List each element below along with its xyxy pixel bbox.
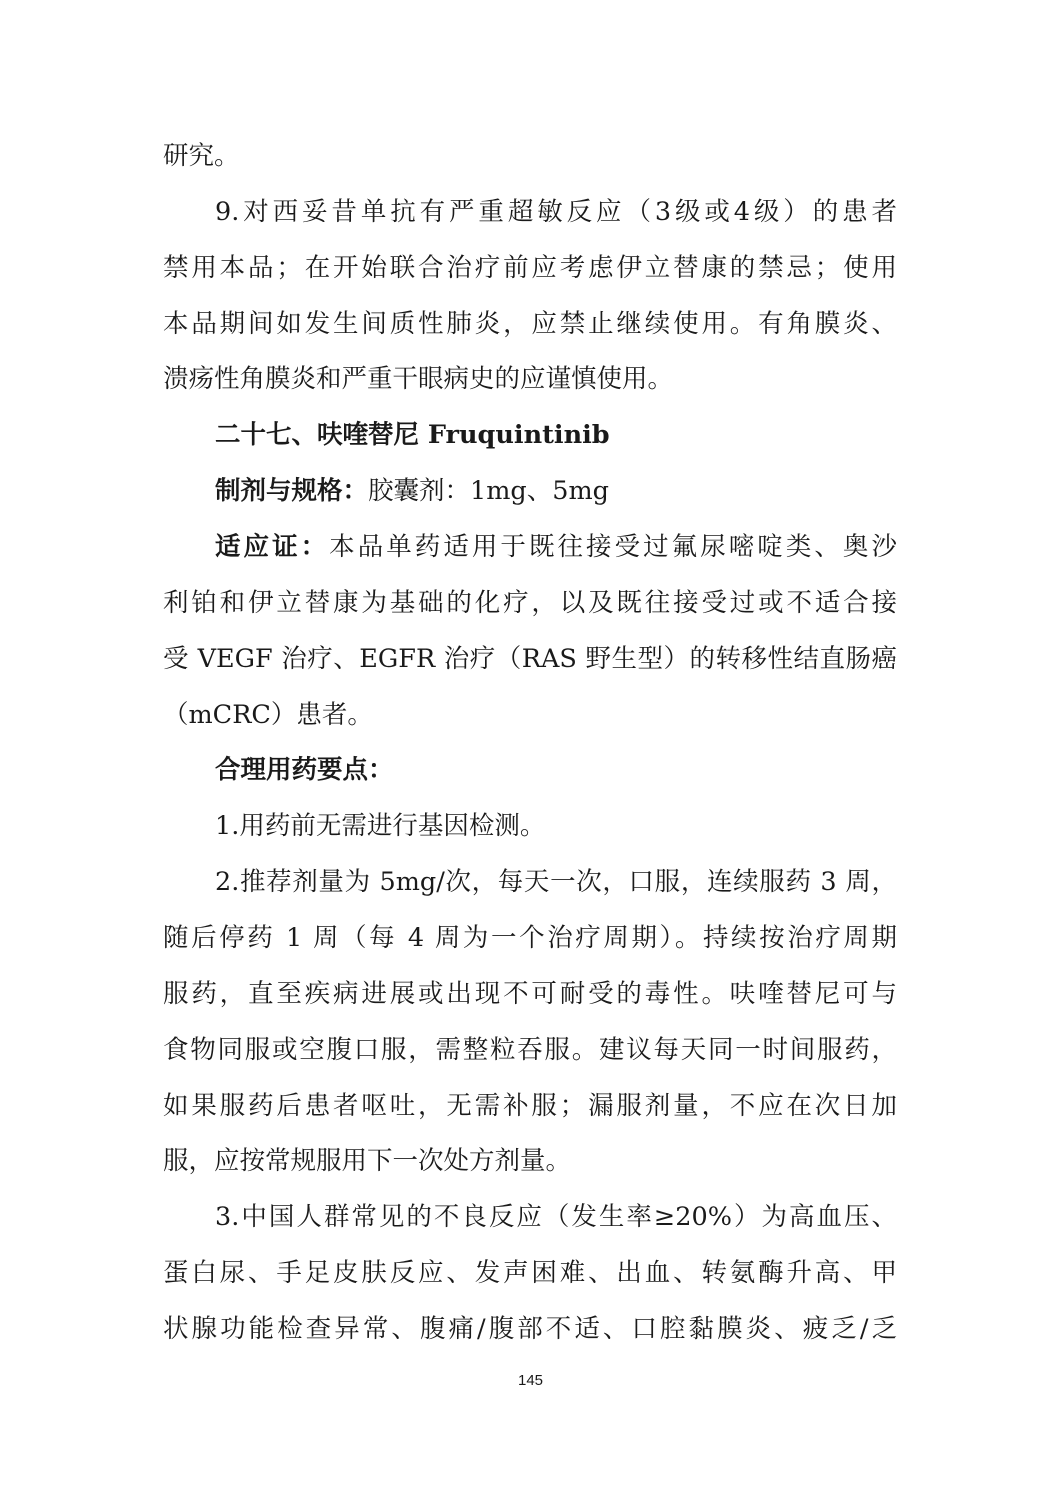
paragraph-line: 服药，直至疾病进展或出现不可耐受的毒性。呋喹替尼可与 [163,978,897,1009]
paragraph-line: 受 VEGF 治疗、EGFR 治疗（RAS 野生型）的转移性结直肠癌 [163,643,897,674]
paragraph-line: 3.中国人群常见的不良反应（发生率≥20%）为高血压、 [215,1202,897,1233]
indication-label: 适应证： [215,532,330,563]
paragraph-line: 如果服药后患者呕吐，无需补服；漏服剂量，不应在次日加 [163,1090,897,1121]
paragraph-line: 溃疡性角膜炎和严重干眼病史的应谨慎使用。 [163,364,674,395]
paragraph-line: 食物同服或空腹口服，需整粒吞服。建议每天同一时间服药， [163,1034,897,1065]
subheading [163,743,897,799]
indication-value: 本品单药适用于既往接受过氟尿嘧啶类、奥沙 [329,532,897,563]
paragraph-line: 状腺功能检查异常、腹痛/腹部不适、口腔黏膜炎、疲乏/乏 [163,1314,897,1345]
formulation-value: 胶囊剂：1mg、5mg [368,476,609,507]
key-points-heading: 合理用药要点： [215,755,394,786]
paragraph-line: （mCRC）患者。 [163,699,373,730]
paragraph-line: 9.对西妥昔单抗有严重超敏反应（3级或4级）的患者 [215,196,897,227]
paragraph-line: 随后停药 1 周（每 4 周为一个治疗周期）。持续按治疗周期 [163,923,897,954]
document-body [163,129,897,1358]
drug-title: 二十七、呋喹替尼 Fruquintinib [215,420,610,451]
paragraph-line: 本品期间如发生间质性肺炎，应禁止继续使用。有角膜炎、 [163,308,897,339]
formulation-label: 制剂与规格： [215,476,369,507]
paragraph-line: 蛋白尿、手足皮肤反应、发声困难、出血、转氨酶升高、甲 [163,1258,897,1289]
section-heading [163,408,897,464]
page-number: 145 [517,1372,544,1389]
paragraph-line: 研究。 [163,141,240,171]
paragraph-line: 1.用药前无需进行基因检测。 [215,811,546,842]
formulation-line [163,464,897,520]
paragraph-line: 利铂和伊立替康为基础的化疗，以及既往接受过或不适合接 [163,587,897,618]
paragraph-line: 2.推荐剂量为 5mg/次，每天一次，口服，连续服药 3 周， [215,867,897,898]
paragraph-line: 禁用本品；在开始联合治疗前应考虑伊立替康的禁忌；使用 [163,252,897,283]
indication-line [163,520,897,576]
paragraph-line: 服，应按常规服用下一次处方剂量。 [163,1146,572,1177]
